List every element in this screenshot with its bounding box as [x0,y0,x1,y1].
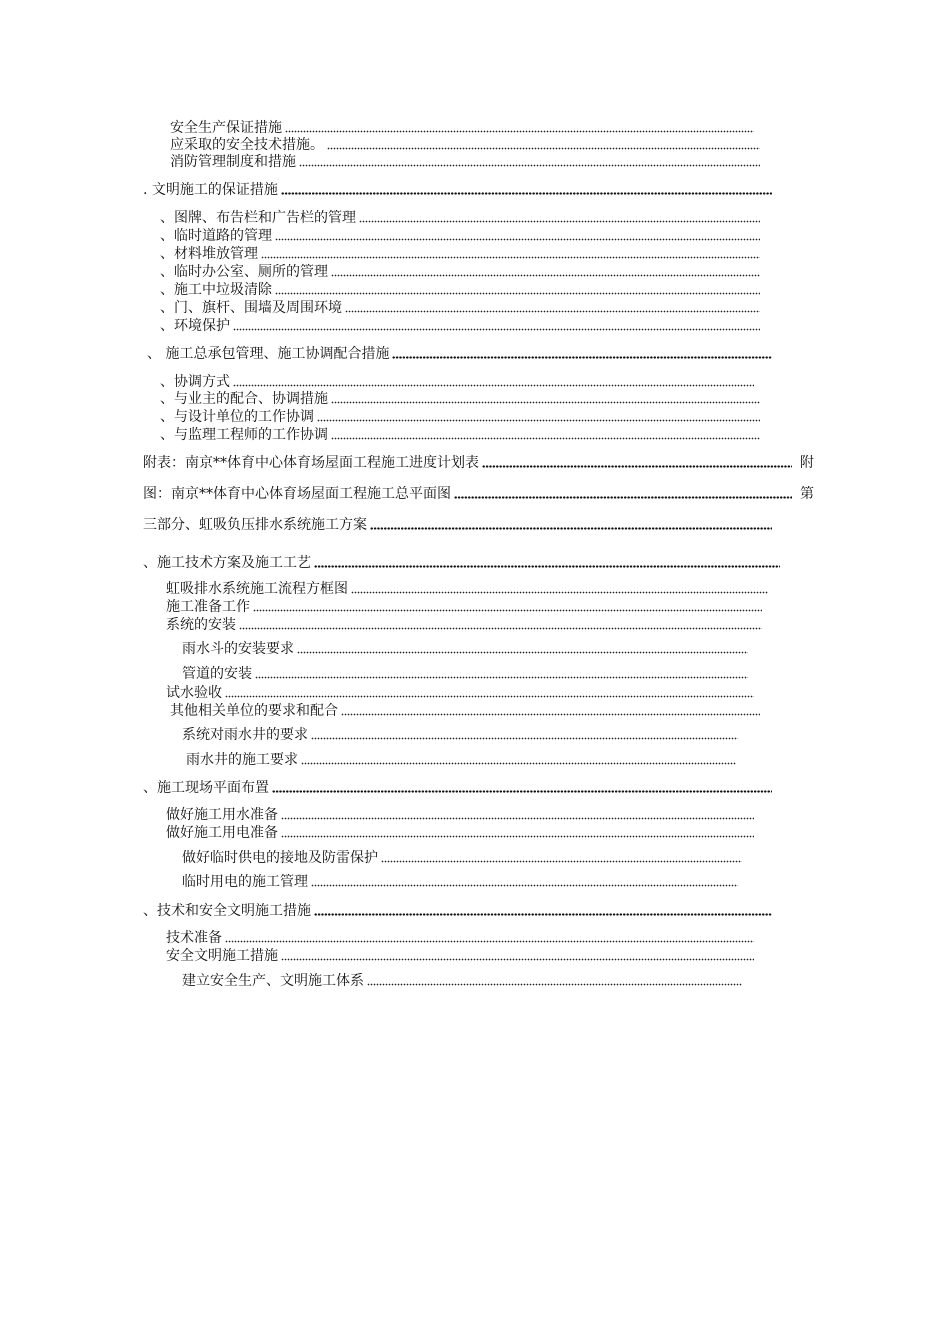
toc-entry-title: 、协调方式 [160,374,230,390]
toc-entry[interactable] [166,947,756,965]
toc-entry-title: 做好临时供电的接地及防雷保护 [182,850,378,866]
dot-leader [370,527,772,530]
toc-entry[interactable] [170,136,762,154]
toc-entry-title: 管道的安装 [182,666,252,682]
toc-entry[interactable] [182,726,740,744]
dot-leader [311,884,738,887]
toc-entry[interactable] [160,245,762,263]
toc-entry[interactable] [182,665,750,683]
toc-entry-suffix: 第 [800,486,814,502]
dot-leader [253,609,762,612]
toc-entry[interactable] [186,751,738,769]
toc-entry-title: 、 施工总承包管理、施工协调配合措施 [147,346,390,362]
toc-entry-title: 系统对雨水井的要求 [182,727,308,743]
toc-entry[interactable] [182,873,740,891]
toc-entry[interactable] [166,616,764,634]
dot-leader [482,465,792,468]
toc-entry-title: 应采取的安全技术措施。 [170,137,324,153]
toc-entry-title: 虹吸排水系统施工流程方框图 [166,581,348,597]
toc-entry[interactable] [147,345,774,363]
toc-entry[interactable] [166,929,756,947]
dot-leader [275,238,760,241]
toc-entry-title: 试水验收 [166,685,222,701]
dot-leader [233,328,760,331]
toc-entry-title: 临时用电的施工管理 [182,874,308,890]
toc-entry-title: 、临时办公室、厕所的管理 [160,264,328,280]
toc-entry[interactable] [170,119,756,137]
toc-entry-title: 、与设计单位的工作协调 [160,409,314,425]
toc-entry[interactable] [160,281,762,299]
dot-leader [255,676,748,679]
toc-entry-title: 其他相关单位的要求和配合 [170,703,338,719]
toc-entry[interactable] [160,299,762,317]
toc-entry-title: . 文明施工的保证措施 [143,182,278,198]
toc-entry-title: 附表：南京**体育中心体育场屋面工程施工进度计划表 [143,455,479,471]
dot-leader [281,192,772,195]
toc-entry[interactable] [166,598,764,616]
toc-entry-title: 图：南京**体育中心体育场屋面工程施工总平面图 [143,486,451,502]
dot-leader [341,713,760,716]
dot-leader [299,164,760,167]
toc-entry-title: 、与监理工程师的工作协调 [160,427,328,443]
toc-entry[interactable] [143,902,774,920]
toc-entry-title: 、施工技术方案及施工工艺 [143,555,311,571]
toc-entry-suffix: 附 [800,455,814,471]
dot-leader [351,591,768,594]
dot-leader [281,958,754,961]
toc-entry[interactable] [166,806,756,824]
toc-entry-title: 做好施工用水准备 [166,807,278,823]
toc-entry-title: 、与业主的配合、协调措施 [160,391,328,407]
toc-entry-title: 、临时道路的管理 [160,228,272,244]
dot-leader [297,651,748,654]
toc-entry[interactable] [143,181,774,199]
toc-entry[interactable] [182,849,744,867]
toc-entry[interactable] [143,454,814,472]
dot-leader [381,860,742,863]
toc-entry[interactable] [166,580,770,598]
toc-entry-title: 技术准备 [166,930,222,946]
toc-entry[interactable] [166,824,756,842]
toc-entry[interactable] [143,554,782,572]
toc-entry-title: 、图牌、布告栏和广告栏的管理 [160,210,356,226]
toc-entry-title: 做好施工用电准备 [166,825,278,841]
dot-leader [225,695,754,698]
dot-leader [301,762,736,765]
toc-entry-title: 、材料堆放管理 [160,246,258,262]
dot-leader [392,356,772,359]
toc-entry-title: 施工准备工作 [166,599,250,615]
toc-entry[interactable] [160,390,762,408]
toc-entry-title: 系统的安装 [166,617,236,633]
toc-entry-title: 建立安全生产、文明施工体系 [182,973,364,989]
toc-entry[interactable] [160,263,762,281]
dot-leader [281,817,754,820]
toc-entry[interactable] [160,317,762,335]
toc-entry-title: 安全生产保证措施 [170,120,282,136]
dot-leader [454,496,792,499]
toc-entry-title: 、技术和安全文明施工措施 [143,903,311,919]
dot-leader [359,220,760,223]
toc-entry-title: 雨水斗的安装要求 [182,641,294,657]
toc-entry[interactable] [160,227,762,245]
dot-leader [281,835,754,838]
dot-leader [367,983,742,986]
dot-leader [327,147,760,150]
dot-leader [331,274,760,277]
dot-leader [311,737,738,740]
dot-leader [345,310,760,313]
toc-entry-title: 、施工中垃圾清除 [160,282,272,298]
dot-leader [314,913,772,916]
toc-entry-title: 雨水井的施工要求 [186,752,298,768]
toc-entry[interactable] [160,373,756,391]
dot-leader [239,627,762,630]
toc-entry[interactable] [182,972,744,990]
toc-entry-title: 、环境保护 [160,318,230,334]
dot-leader [261,256,760,259]
toc-entry[interactable] [166,684,756,702]
dot-leader [272,790,772,793]
dot-leader [275,292,760,295]
toc-entry-title: 、施工现场平面布置 [143,780,269,796]
dot-leader [331,401,760,404]
dot-leader [331,437,760,440]
dot-leader [233,384,754,387]
toc-entry-title: 三部分、虹吸负压排水系统施工方案 [143,517,367,533]
dot-leader [317,419,760,422]
dot-leader [314,565,780,568]
toc-entry[interactable] [160,408,762,426]
dot-leader [225,940,754,943]
toc-entry-title: 消防管理制度和措施 [170,154,296,170]
toc-entry[interactable] [170,702,762,720]
toc-entry[interactable] [170,153,762,171]
toc-entry[interactable] [143,779,774,797]
toc-entry[interactable] [160,426,762,444]
toc-entry[interactable] [143,485,814,503]
toc-entry[interactable] [182,640,750,658]
toc-entry[interactable] [143,516,774,534]
toc-entry-title: 、门、旗杆、围墙及周围环境 [160,300,342,316]
dot-leader [285,130,754,133]
toc-entry-title: 安全文明施工措施 [166,948,278,964]
toc-entry[interactable] [160,209,762,227]
